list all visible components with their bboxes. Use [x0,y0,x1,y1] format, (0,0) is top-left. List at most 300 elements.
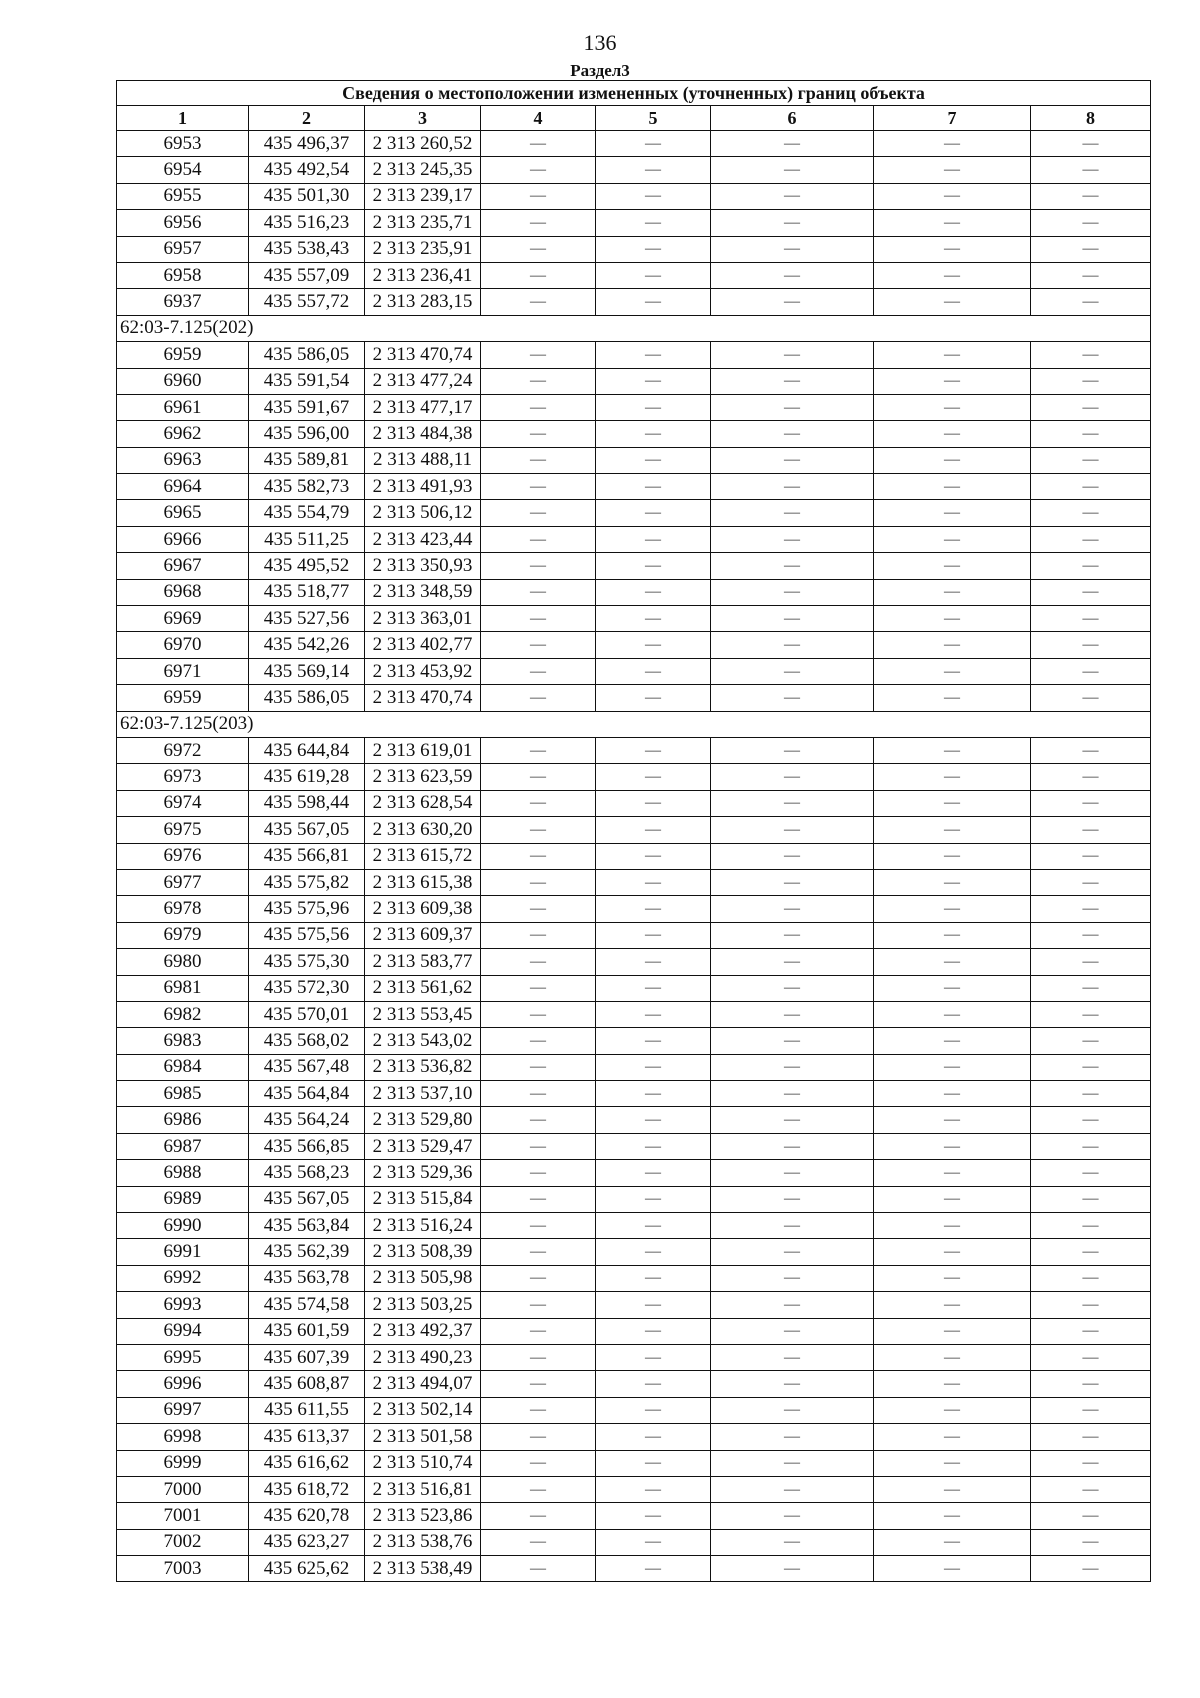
empty-cell: — [596,1292,711,1318]
table-row [117,1476,1151,1502]
empty-cell: — [596,1160,711,1186]
column-header: 3 [365,106,481,131]
y-coordinate: 2 313 283,15 [365,289,481,315]
empty-cell: — [596,447,711,473]
empty-cell: — [596,922,711,948]
empty-cell: — [711,1450,874,1476]
y-coordinate: 2 313 553,45 [365,1001,481,1027]
empty-cell: — [1031,975,1151,1001]
empty-cell: — [481,1028,596,1054]
table-row [117,474,1151,500]
y-coordinate: 2 313 363,01 [365,606,481,632]
y-coordinate: 2 313 505,98 [365,1265,481,1291]
empty-cell: — [1031,606,1151,632]
empty-cell: — [1031,1476,1151,1502]
empty-cell: — [596,1424,711,1450]
empty-cell: — [1031,1556,1151,1582]
empty-cell: — [1031,1371,1151,1397]
section-title: Раздел3 [570,61,630,80]
empty-cell: — [711,606,874,632]
y-coordinate: 2 313 615,72 [365,843,481,869]
empty-cell: — [711,447,874,473]
empty-cell: — [711,1344,874,1370]
empty-cell: — [1031,1054,1151,1080]
x-coordinate: 435 625,62 [249,1556,365,1582]
empty-cell: — [481,474,596,500]
table-row [117,1318,1151,1344]
empty-cell: — [874,869,1031,895]
point-number: 6992 [117,1265,249,1291]
empty-cell: — [711,368,874,394]
empty-cell: — [874,526,1031,552]
empty-cell: — [596,896,711,922]
empty-cell: — [1031,1529,1151,1555]
table-row [117,1503,1151,1529]
table-row [117,1397,1151,1423]
empty-cell: — [1031,342,1151,368]
x-coordinate: 435 542,26 [249,632,365,658]
table-row [117,1213,1151,1239]
table-row [117,183,1151,209]
empty-cell: — [711,553,874,579]
empty-cell: — [1031,1186,1151,1212]
empty-cell: — [874,553,1031,579]
empty-cell: — [711,658,874,684]
empty-cell: — [481,1213,596,1239]
point-number: 6977 [117,869,249,895]
y-coordinate: 2 313 488,11 [365,447,481,473]
empty-cell: — [1031,922,1151,948]
empty-cell: — [596,869,711,895]
empty-cell: — [874,394,1031,420]
empty-cell: — [874,1186,1031,1212]
empty-cell: — [711,1054,874,1080]
point-number: 6960 [117,368,249,394]
point-number: 6991 [117,1239,249,1265]
column-header: 8 [1031,106,1151,131]
point-number: 6976 [117,843,249,869]
empty-cell: — [481,183,596,209]
point-number: 6972 [117,737,249,763]
empty-cell: — [711,1371,874,1397]
table-row [117,1556,1151,1582]
x-coordinate: 435 564,24 [249,1107,365,1133]
table-row [117,685,1151,711]
empty-cell: — [596,790,711,816]
point-number: 7003 [117,1556,249,1582]
y-coordinate: 2 313 491,93 [365,474,481,500]
empty-cell: — [711,236,874,262]
empty-cell: — [874,737,1031,763]
empty-cell: — [481,632,596,658]
y-coordinate: 2 313 492,37 [365,1318,481,1344]
empty-cell: — [874,1529,1031,1555]
empty-cell: — [874,843,1031,869]
empty-cell: — [481,1265,596,1291]
empty-cell: — [1031,658,1151,684]
empty-cell: — [1031,1001,1151,1027]
x-coordinate: 435 591,67 [249,394,365,420]
y-coordinate: 2 313 561,62 [365,975,481,1001]
table-row [117,1186,1151,1212]
empty-cell: — [711,394,874,420]
empty-cell: — [711,843,874,869]
empty-cell: — [711,183,874,209]
empty-cell: — [874,817,1031,843]
empty-cell: — [596,1213,711,1239]
empty-cell: — [711,817,874,843]
empty-cell: — [1031,474,1151,500]
x-coordinate: 435 566,81 [249,843,365,869]
empty-cell: — [874,1424,1031,1450]
empty-cell: — [481,1371,596,1397]
empty-cell: — [481,1424,596,1450]
empty-cell: — [1031,1213,1151,1239]
empty-cell: — [1031,632,1151,658]
table-row [117,737,1151,763]
empty-cell: — [481,869,596,895]
y-coordinate: 2 313 623,59 [365,764,481,790]
empty-cell: — [481,1292,596,1318]
table-row [117,157,1151,183]
table-row [117,632,1151,658]
empty-cell: — [596,606,711,632]
empty-cell: — [596,1028,711,1054]
empty-cell: — [711,975,874,1001]
x-coordinate: 435 557,09 [249,262,365,288]
group-row [117,315,1151,341]
empty-cell: — [481,1318,596,1344]
empty-cell: — [481,1133,596,1159]
empty-cell: — [596,1397,711,1423]
table-row [117,975,1151,1001]
point-number: 6964 [117,474,249,500]
table-row [117,1292,1151,1318]
point-number: 6982 [117,1001,249,1027]
x-coordinate: 435 566,85 [249,1133,365,1159]
empty-cell: — [596,1503,711,1529]
y-coordinate: 2 313 477,17 [365,394,481,420]
x-coordinate: 435 582,73 [249,474,365,500]
x-coordinate: 435 598,44 [249,790,365,816]
empty-cell: — [596,685,711,711]
empty-cell: — [596,737,711,763]
empty-cell: — [481,1450,596,1476]
empty-cell: — [596,1186,711,1212]
empty-cell: — [481,949,596,975]
empty-cell: — [1031,1239,1151,1265]
empty-cell: — [874,447,1031,473]
y-coordinate: 2 313 516,24 [365,1213,481,1239]
empty-cell: — [1031,447,1151,473]
x-coordinate: 435 572,30 [249,975,365,1001]
empty-cell: — [481,526,596,552]
x-coordinate: 435 538,43 [249,236,365,262]
empty-cell: — [1031,1107,1151,1133]
y-coordinate: 2 313 523,86 [365,1503,481,1529]
x-coordinate: 435 563,84 [249,1213,365,1239]
point-number: 6999 [117,1450,249,1476]
empty-cell: — [596,1371,711,1397]
empty-cell: — [481,658,596,684]
empty-cell: — [874,685,1031,711]
x-coordinate: 435 611,55 [249,1397,365,1423]
point-number: 6993 [117,1292,249,1318]
empty-cell: — [874,764,1031,790]
empty-cell: — [1031,526,1151,552]
empty-cell: — [481,922,596,948]
table-row [117,1424,1151,1450]
empty-cell: — [874,1318,1031,1344]
empty-cell: — [1031,1028,1151,1054]
empty-cell: — [711,869,874,895]
table-row [117,1344,1151,1370]
x-coordinate: 435 575,56 [249,922,365,948]
x-coordinate: 435 574,58 [249,1292,365,1318]
point-number: 6985 [117,1081,249,1107]
empty-cell: — [481,1556,596,1582]
empty-cell: — [711,262,874,288]
empty-cell: — [596,421,711,447]
empty-cell: — [711,1133,874,1159]
x-coordinate: 435 567,05 [249,1186,365,1212]
empty-cell: — [874,658,1031,684]
table-row [117,262,1151,288]
point-number: 6980 [117,949,249,975]
empty-cell: — [596,1133,711,1159]
empty-cell: — [874,922,1031,948]
x-coordinate: 435 616,62 [249,1450,365,1476]
empty-cell: — [1031,394,1151,420]
y-coordinate: 2 313 239,17 [365,183,481,209]
y-coordinate: 2 313 516,81 [365,1476,481,1502]
empty-cell: — [596,1318,711,1344]
table-row [117,817,1151,843]
x-coordinate: 435 527,56 [249,606,365,632]
table-caption: Сведения о местоположении измененных (уточненных) границ объекта [117,81,1151,106]
point-number: 6968 [117,579,249,605]
table-row [117,1450,1151,1476]
empty-cell: — [1031,1424,1151,1450]
x-coordinate: 435 516,23 [249,210,365,236]
table-row [117,790,1151,816]
point-number: 6995 [117,1344,249,1370]
empty-cell: — [1031,737,1151,763]
empty-cell: — [711,764,874,790]
x-coordinate: 435 568,23 [249,1160,365,1186]
empty-cell: — [596,1001,711,1027]
x-coordinate: 435 608,87 [249,1371,365,1397]
empty-cell: — [596,1081,711,1107]
empty-cell: — [596,1450,711,1476]
empty-cell: — [711,1556,874,1582]
table-row [117,1265,1151,1291]
empty-cell: — [481,262,596,288]
y-coordinate: 2 313 470,74 [365,685,481,711]
group-row [117,711,1151,737]
empty-cell: — [481,1344,596,1370]
column-header: 2 [249,106,365,131]
y-coordinate: 2 313 630,20 [365,817,481,843]
column-header: 7 [874,106,1031,131]
x-coordinate: 435 620,78 [249,1503,365,1529]
point-number: 6979 [117,922,249,948]
y-coordinate: 2 313 536,82 [365,1054,481,1080]
y-coordinate: 2 313 538,49 [365,1556,481,1582]
x-coordinate: 435 575,96 [249,896,365,922]
table-row [117,896,1151,922]
x-coordinate: 435 501,30 [249,183,365,209]
y-coordinate: 2 313 537,10 [365,1081,481,1107]
empty-cell: — [874,1028,1031,1054]
empty-cell: — [481,975,596,1001]
empty-cell: — [596,975,711,1001]
empty-cell: — [711,685,874,711]
empty-cell: — [874,421,1031,447]
table-row [117,949,1151,975]
y-coordinate: 2 313 510,74 [365,1450,481,1476]
table-row [117,843,1151,869]
x-coordinate: 435 586,05 [249,685,365,711]
empty-cell: — [481,1001,596,1027]
empty-cell: — [874,1213,1031,1239]
x-coordinate: 435 557,72 [249,289,365,315]
table-row [117,764,1151,790]
empty-cell: — [1031,157,1151,183]
empty-cell: — [711,421,874,447]
point-number: 6971 [117,658,249,684]
empty-cell: — [874,606,1031,632]
x-coordinate: 435 607,39 [249,1344,365,1370]
point-number: 6969 [117,606,249,632]
y-coordinate: 2 313 402,77 [365,632,481,658]
empty-cell: — [711,1424,874,1450]
table-row [117,658,1151,684]
empty-cell: — [874,1054,1031,1080]
empty-cell: — [481,1081,596,1107]
empty-cell: — [711,1318,874,1344]
empty-cell: — [481,843,596,869]
empty-cell: — [711,1292,874,1318]
empty-cell: — [874,210,1031,236]
x-coordinate: 435 564,84 [249,1081,365,1107]
column-header: 5 [596,106,711,131]
point-number: 6962 [117,421,249,447]
table-row [117,579,1151,605]
empty-cell: — [874,1292,1031,1318]
point-number: 6986 [117,1107,249,1133]
empty-cell: — [596,157,711,183]
empty-cell: — [1031,817,1151,843]
x-coordinate: 435 518,77 [249,579,365,605]
empty-cell: — [874,1001,1031,1027]
table-row [117,500,1151,526]
y-coordinate: 2 313 615,38 [365,869,481,895]
empty-cell: — [481,500,596,526]
y-coordinate: 2 313 506,12 [365,500,481,526]
empty-cell: — [596,289,711,315]
point-number: 6998 [117,1424,249,1450]
x-coordinate: 435 618,72 [249,1476,365,1502]
empty-cell: — [711,1529,874,1555]
empty-cell: — [711,1476,874,1502]
empty-cell: — [1031,1344,1151,1370]
empty-cell: — [711,790,874,816]
empty-cell: — [596,368,711,394]
point-number: 6965 [117,500,249,526]
group-label: 62:03-7.125(202) [117,315,1151,341]
x-coordinate: 435 567,48 [249,1054,365,1080]
empty-cell: — [1031,500,1151,526]
y-coordinate: 2 313 628,54 [365,790,481,816]
empty-cell: — [874,262,1031,288]
table-row [117,236,1151,262]
empty-cell: — [874,289,1031,315]
point-number: 6967 [117,553,249,579]
empty-cell: — [1031,579,1151,605]
y-coordinate: 2 313 583,77 [365,949,481,975]
empty-cell: — [874,1503,1031,1529]
empty-cell: — [1031,685,1151,711]
empty-cell: — [874,131,1031,157]
point-number: 6937 [117,289,249,315]
empty-cell: — [481,368,596,394]
empty-cell: — [1031,949,1151,975]
empty-cell: — [711,474,874,500]
x-coordinate: 435 613,37 [249,1424,365,1450]
x-coordinate: 435 644,84 [249,737,365,763]
empty-cell: — [711,500,874,526]
empty-cell: — [874,183,1031,209]
empty-cell: — [874,1556,1031,1582]
empty-cell: — [1031,843,1151,869]
empty-cell: — [481,737,596,763]
table-row [117,553,1151,579]
point-number: 6956 [117,210,249,236]
table-row [117,131,1151,157]
empty-cell: — [874,1265,1031,1291]
empty-cell: — [481,1054,596,1080]
y-coordinate: 2 313 350,93 [365,553,481,579]
point-number: 7001 [117,1503,249,1529]
empty-cell: — [596,394,711,420]
empty-cell: — [596,1239,711,1265]
empty-cell: — [481,606,596,632]
coordinates-table [116,80,1151,1582]
empty-cell: — [481,421,596,447]
point-number: 6963 [117,447,249,473]
empty-cell: — [596,579,711,605]
empty-cell: — [1031,1160,1151,1186]
point-number: 7002 [117,1529,249,1555]
empty-cell: — [711,131,874,157]
table-row [117,1028,1151,1054]
y-coordinate: 2 313 503,25 [365,1292,481,1318]
x-coordinate: 435 562,39 [249,1239,365,1265]
empty-cell: — [1031,131,1151,157]
point-number: 6981 [117,975,249,1001]
empty-cell: — [481,1186,596,1212]
y-coordinate: 2 313 490,23 [365,1344,481,1370]
empty-cell: — [1031,896,1151,922]
x-coordinate: 435 575,82 [249,869,365,895]
table-row [117,447,1151,473]
table-row [117,1081,1151,1107]
column-header: 4 [481,106,596,131]
empty-cell: — [874,474,1031,500]
empty-cell: — [596,262,711,288]
empty-cell: — [596,1054,711,1080]
